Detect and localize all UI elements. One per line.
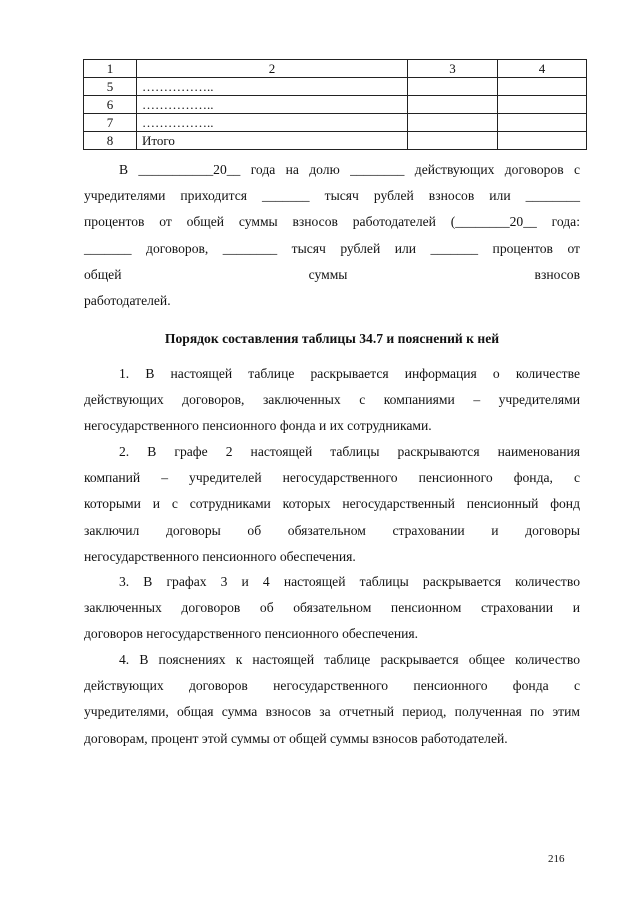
pension-provision-count-cell [498, 114, 587, 132]
table-header-row [84, 60, 587, 78]
row-number: 6 [84, 96, 137, 114]
summary-line: учредителями приходится _______ тысяч рублей взносов или ________ [84, 188, 580, 204]
mandatory-insurance-count-cell [408, 96, 498, 114]
company-name-cell: …………….. [137, 114, 408, 132]
mandatory-insurance-count-cell [408, 78, 498, 96]
contracts-table [83, 59, 587, 150]
summary-line: процентов от общей суммы взносов работодателей (________20__ года: [84, 214, 580, 230]
summary-paragraph [84, 157, 580, 314]
header-cell-2: 2 [137, 60, 408, 78]
table-row [84, 78, 587, 96]
section-heading: Порядок составления таблицы 34.7 и пояснений к ней [164, 331, 500, 346]
table-row [84, 114, 587, 132]
paragraph-line: компаний – учредителей негосударственного пенсионного фонда, с [84, 470, 580, 486]
paragraph-line: негосударственного пенсионного фонда и их сотрудниками. [84, 418, 432, 434]
paragraph-line: 2. В графе 2 настоящей таблицы раскрываются наименования [119, 444, 580, 459]
paragraph-line: заключил договоры об обязательном страховании и договоры [84, 522, 580, 538]
row-number: 5 [84, 78, 137, 96]
summary-line: _______ договоров, ________ тысяч рублей или _______ процентов от [84, 240, 580, 256]
company-name-cell: …………….. [137, 96, 408, 114]
paragraph-line: которыми и с сотрудниками которых негосударственный пенсионный фонд [84, 496, 580, 512]
summary-line: работодателей. [84, 293, 171, 309]
paragraph-line: действующих договоров, заключенных с компаниями – учредителями [84, 392, 580, 408]
paragraph-line: договоров негосударственного пенсионного обеспечения. [84, 626, 419, 642]
paragraph-2 [84, 439, 580, 570]
summary-line: общей суммы взносов [84, 266, 580, 282]
paragraph-line: договорам, процент этой суммы от общей суммы взносов работодателей. [84, 730, 508, 746]
paragraph-line: 3. В графах 3 и 4 настоящей таблицы раскрывается количество [119, 574, 580, 589]
row-number: 7 [84, 114, 137, 132]
paragraph-line: учредителями, общая сумма взносов за отчетный период, полученная по этим [84, 704, 580, 720]
paragraph-1 [84, 361, 580, 440]
paragraph-line: действующих договоров негосударственного пенсионного фонда с [84, 678, 580, 694]
pension-provision-count-cell [498, 132, 587, 150]
paragraph-4 [84, 647, 580, 752]
paragraph-line: негосударственного пенсионного обеспечения. [84, 548, 356, 564]
row-number: 8 [84, 132, 137, 150]
pension-provision-count-cell [498, 78, 587, 96]
paragraph-3 [84, 569, 580, 648]
summary-line: В ___________20__ года на долю ________ действующих договоров с [119, 162, 580, 177]
page-number: 216 [548, 853, 565, 865]
mandatory-insurance-count-cell [408, 132, 498, 150]
paragraph-line: 4. В пояснениях к настоящей таблице раскрывается общее количество [119, 652, 580, 667]
header-cell-4: 4 [498, 60, 587, 78]
header-cell-1: 1 [84, 60, 137, 78]
pension-provision-count-cell [498, 96, 587, 114]
table-total-row [84, 132, 587, 150]
company-name-cell: …………….. [137, 78, 408, 96]
paragraph-line: заключенных договоров об обязательном пенсионном страховании и [84, 600, 580, 616]
mandatory-insurance-count-cell [408, 114, 498, 132]
total-label-cell: Итого [137, 132, 408, 150]
table-row [84, 96, 587, 114]
paragraph-line: 1. В настоящей таблице раскрывается информация о количестве [119, 366, 580, 381]
header-cell-3: 3 [408, 60, 498, 78]
